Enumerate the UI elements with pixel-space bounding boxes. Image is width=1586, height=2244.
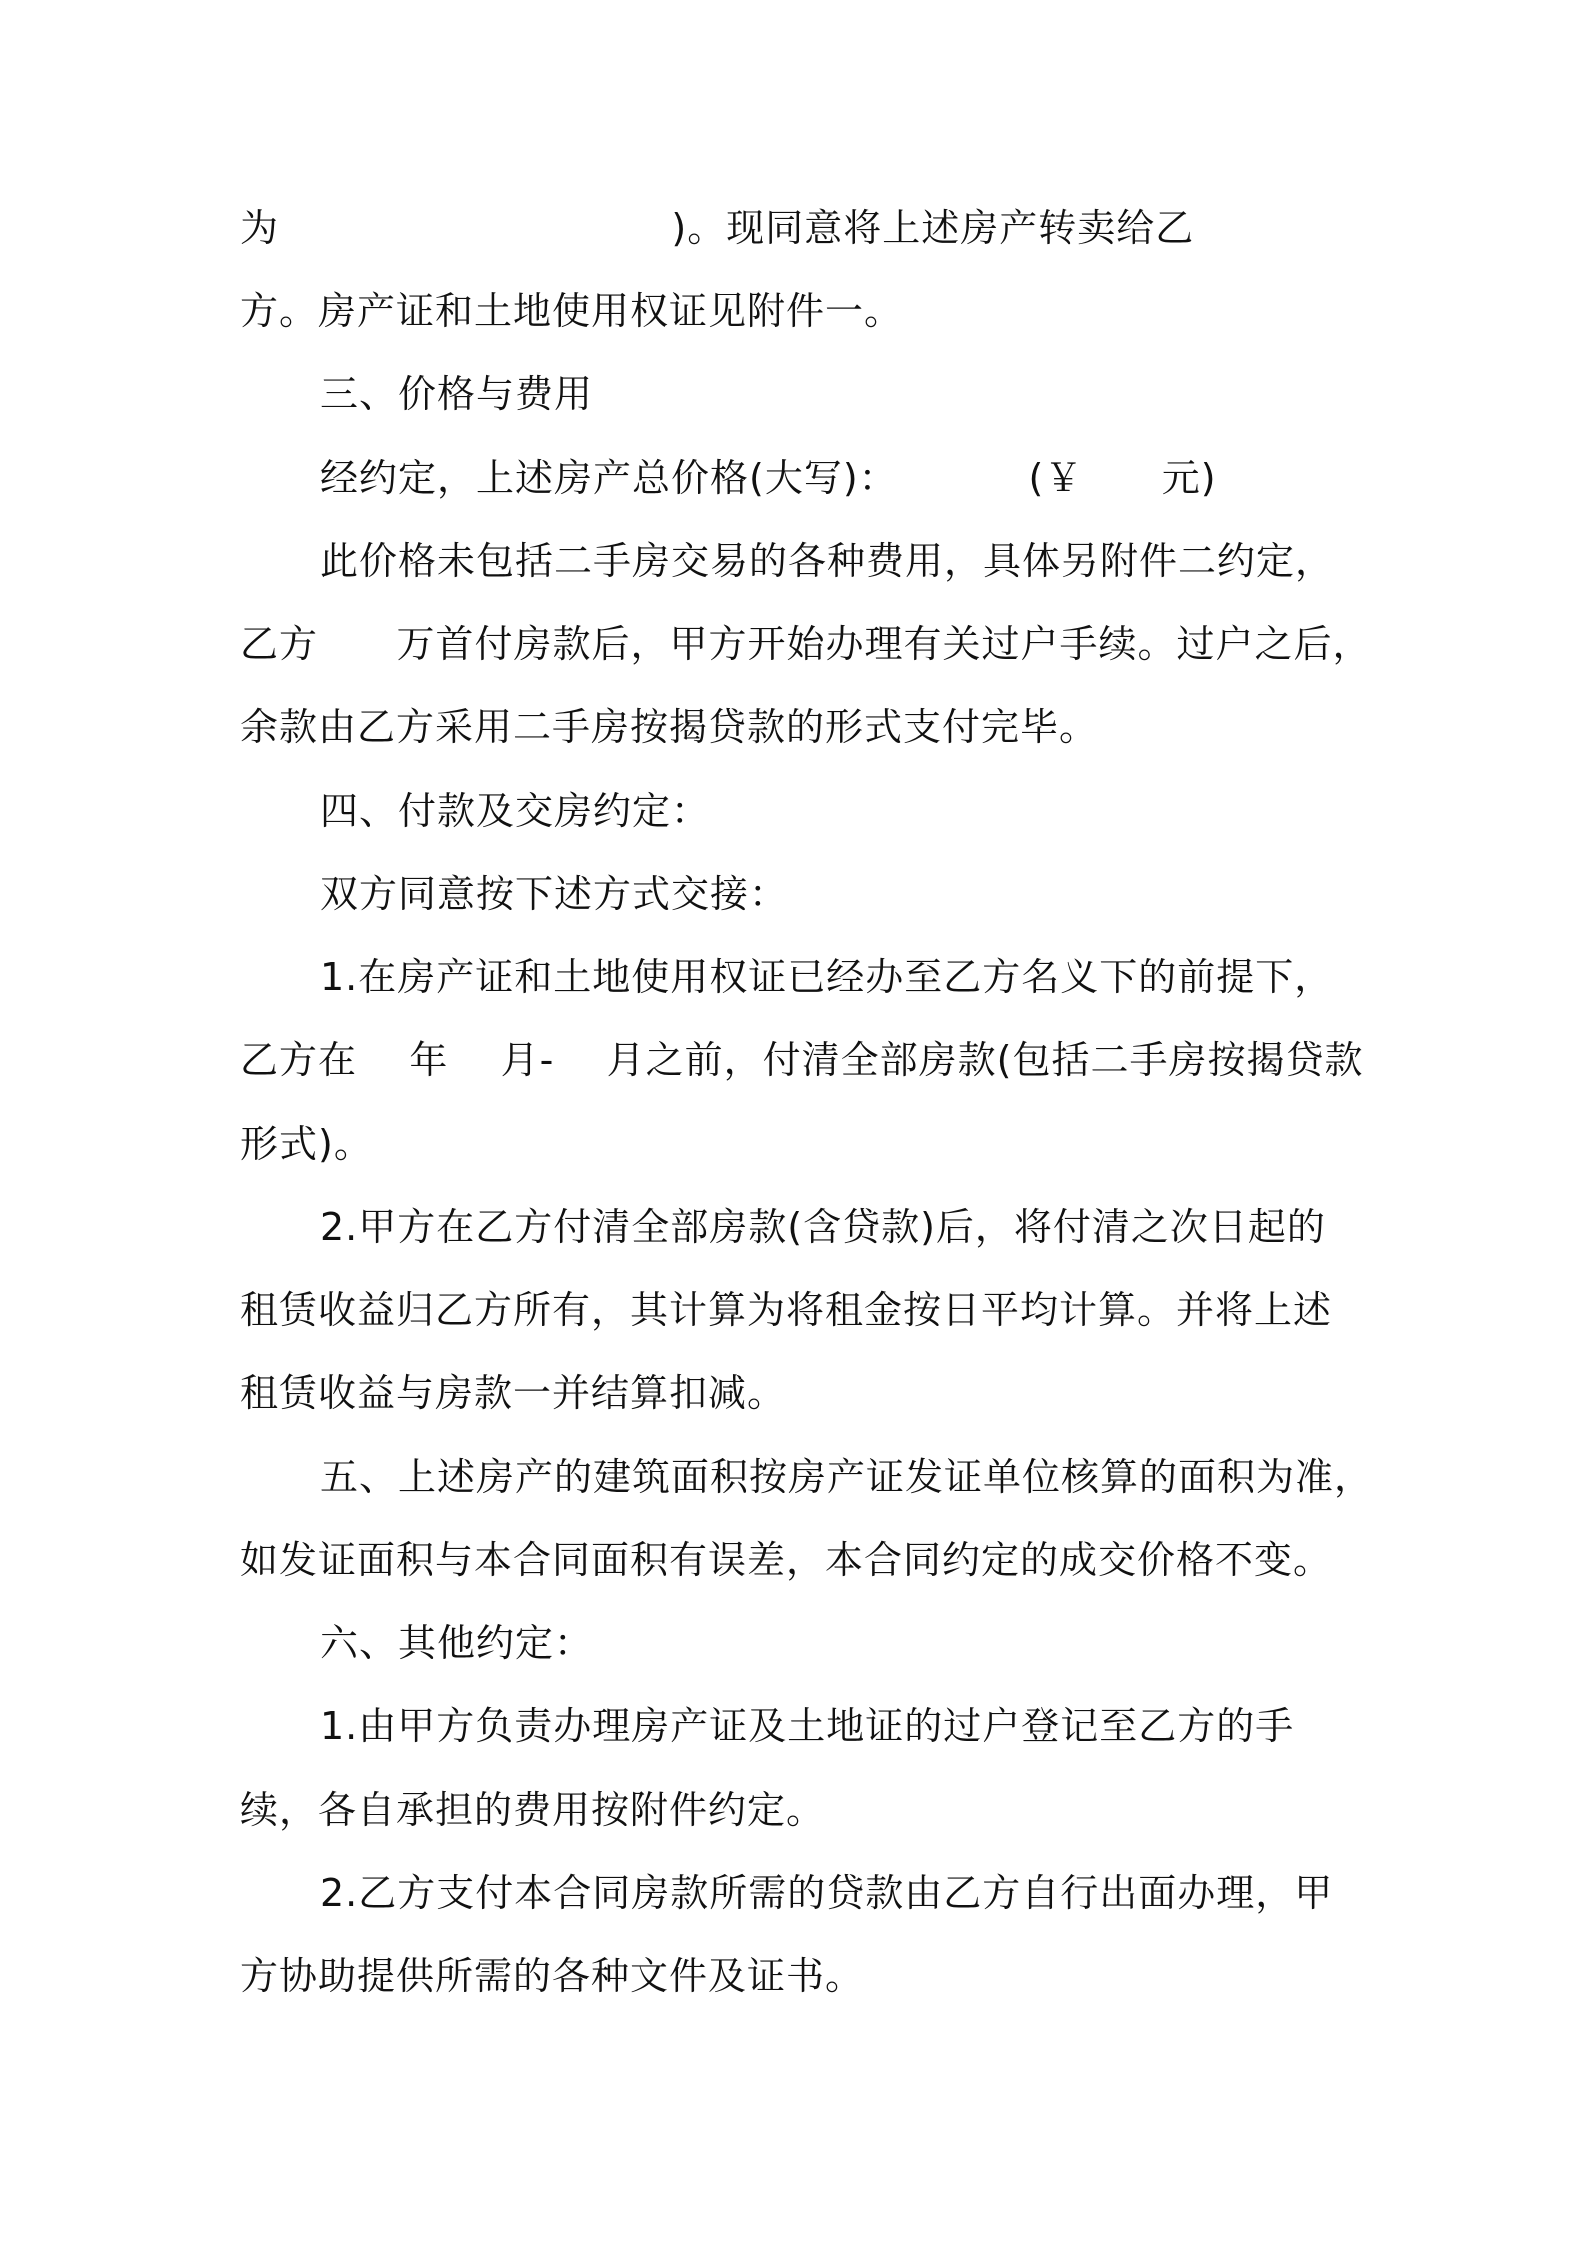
text-line-5: 此价格未包括二手房交易的各种费用，具体另附件二约定， [320, 539, 1335, 583]
text-line-21: 2.乙方支付本合同房款所需的贷款由乙方自行出面办理，甲 [320, 1871, 1334, 1915]
section-heading-6: 六、其他约定： [320, 1621, 594, 1665]
text-line-20: 续，各自承担的费用按附件约定。 [240, 1788, 826, 1832]
text-line-19: 1.由甲方负责办理房产证及土地证的过户登记至乙方的手 [320, 1704, 1295, 1748]
text-line-11: 乙方在 年 月- 月之前，付清全部房款(包括二手房按揭贷款 [240, 1038, 1364, 1082]
text-line-10: 1.在房产证和土地使用权证已经办至乙方名义下的前提下， [320, 955, 1334, 999]
section-heading-4: 四、付款及交房约定： [320, 789, 711, 833]
text-line-7: 余款由乙方采用二手房按揭贷款的形式支付完毕。 [240, 705, 1099, 749]
text-line-2: 方。房产证和土地使用权证见附件一。 [240, 289, 904, 333]
text-line-14: 租赁收益归乙方所有，其计算为将租金按日平均计算。并将上述 [240, 1288, 1333, 1332]
text-line-9: 双方同意按下述方式交接： [320, 872, 789, 916]
text-line-13: 2.甲方在乙方付清全部房款(含贷款)后，将付清之次日起的 [320, 1205, 1326, 1249]
text-line-4: 经约定，上述房产总价格(大写)： (￥ 元) [320, 456, 1217, 500]
text-line-17: 如发证面积与本合同面积有误差，本合同约定的成交价格不变。 [240, 1538, 1333, 1582]
text-line-15: 租赁收益与房款一并结算扣减。 [240, 1371, 787, 1415]
text-line-6: 乙方 万首付房款后，甲方开始办理有关过户手续。过户之后， [240, 622, 1372, 666]
section-heading-5: 五、上述房产的建筑面积按房产证发证单位核算的面积为准， [320, 1455, 1374, 1499]
text-line-22: 方协助提供所需的各种文件及证书。 [240, 1954, 865, 1998]
section-heading-3: 三、价格与费用 [320, 372, 594, 416]
text-line-1: 为 )。现同意将上述房产转卖给乙 [240, 206, 1195, 250]
text-line-12: 形式)。 [240, 1122, 373, 1166]
